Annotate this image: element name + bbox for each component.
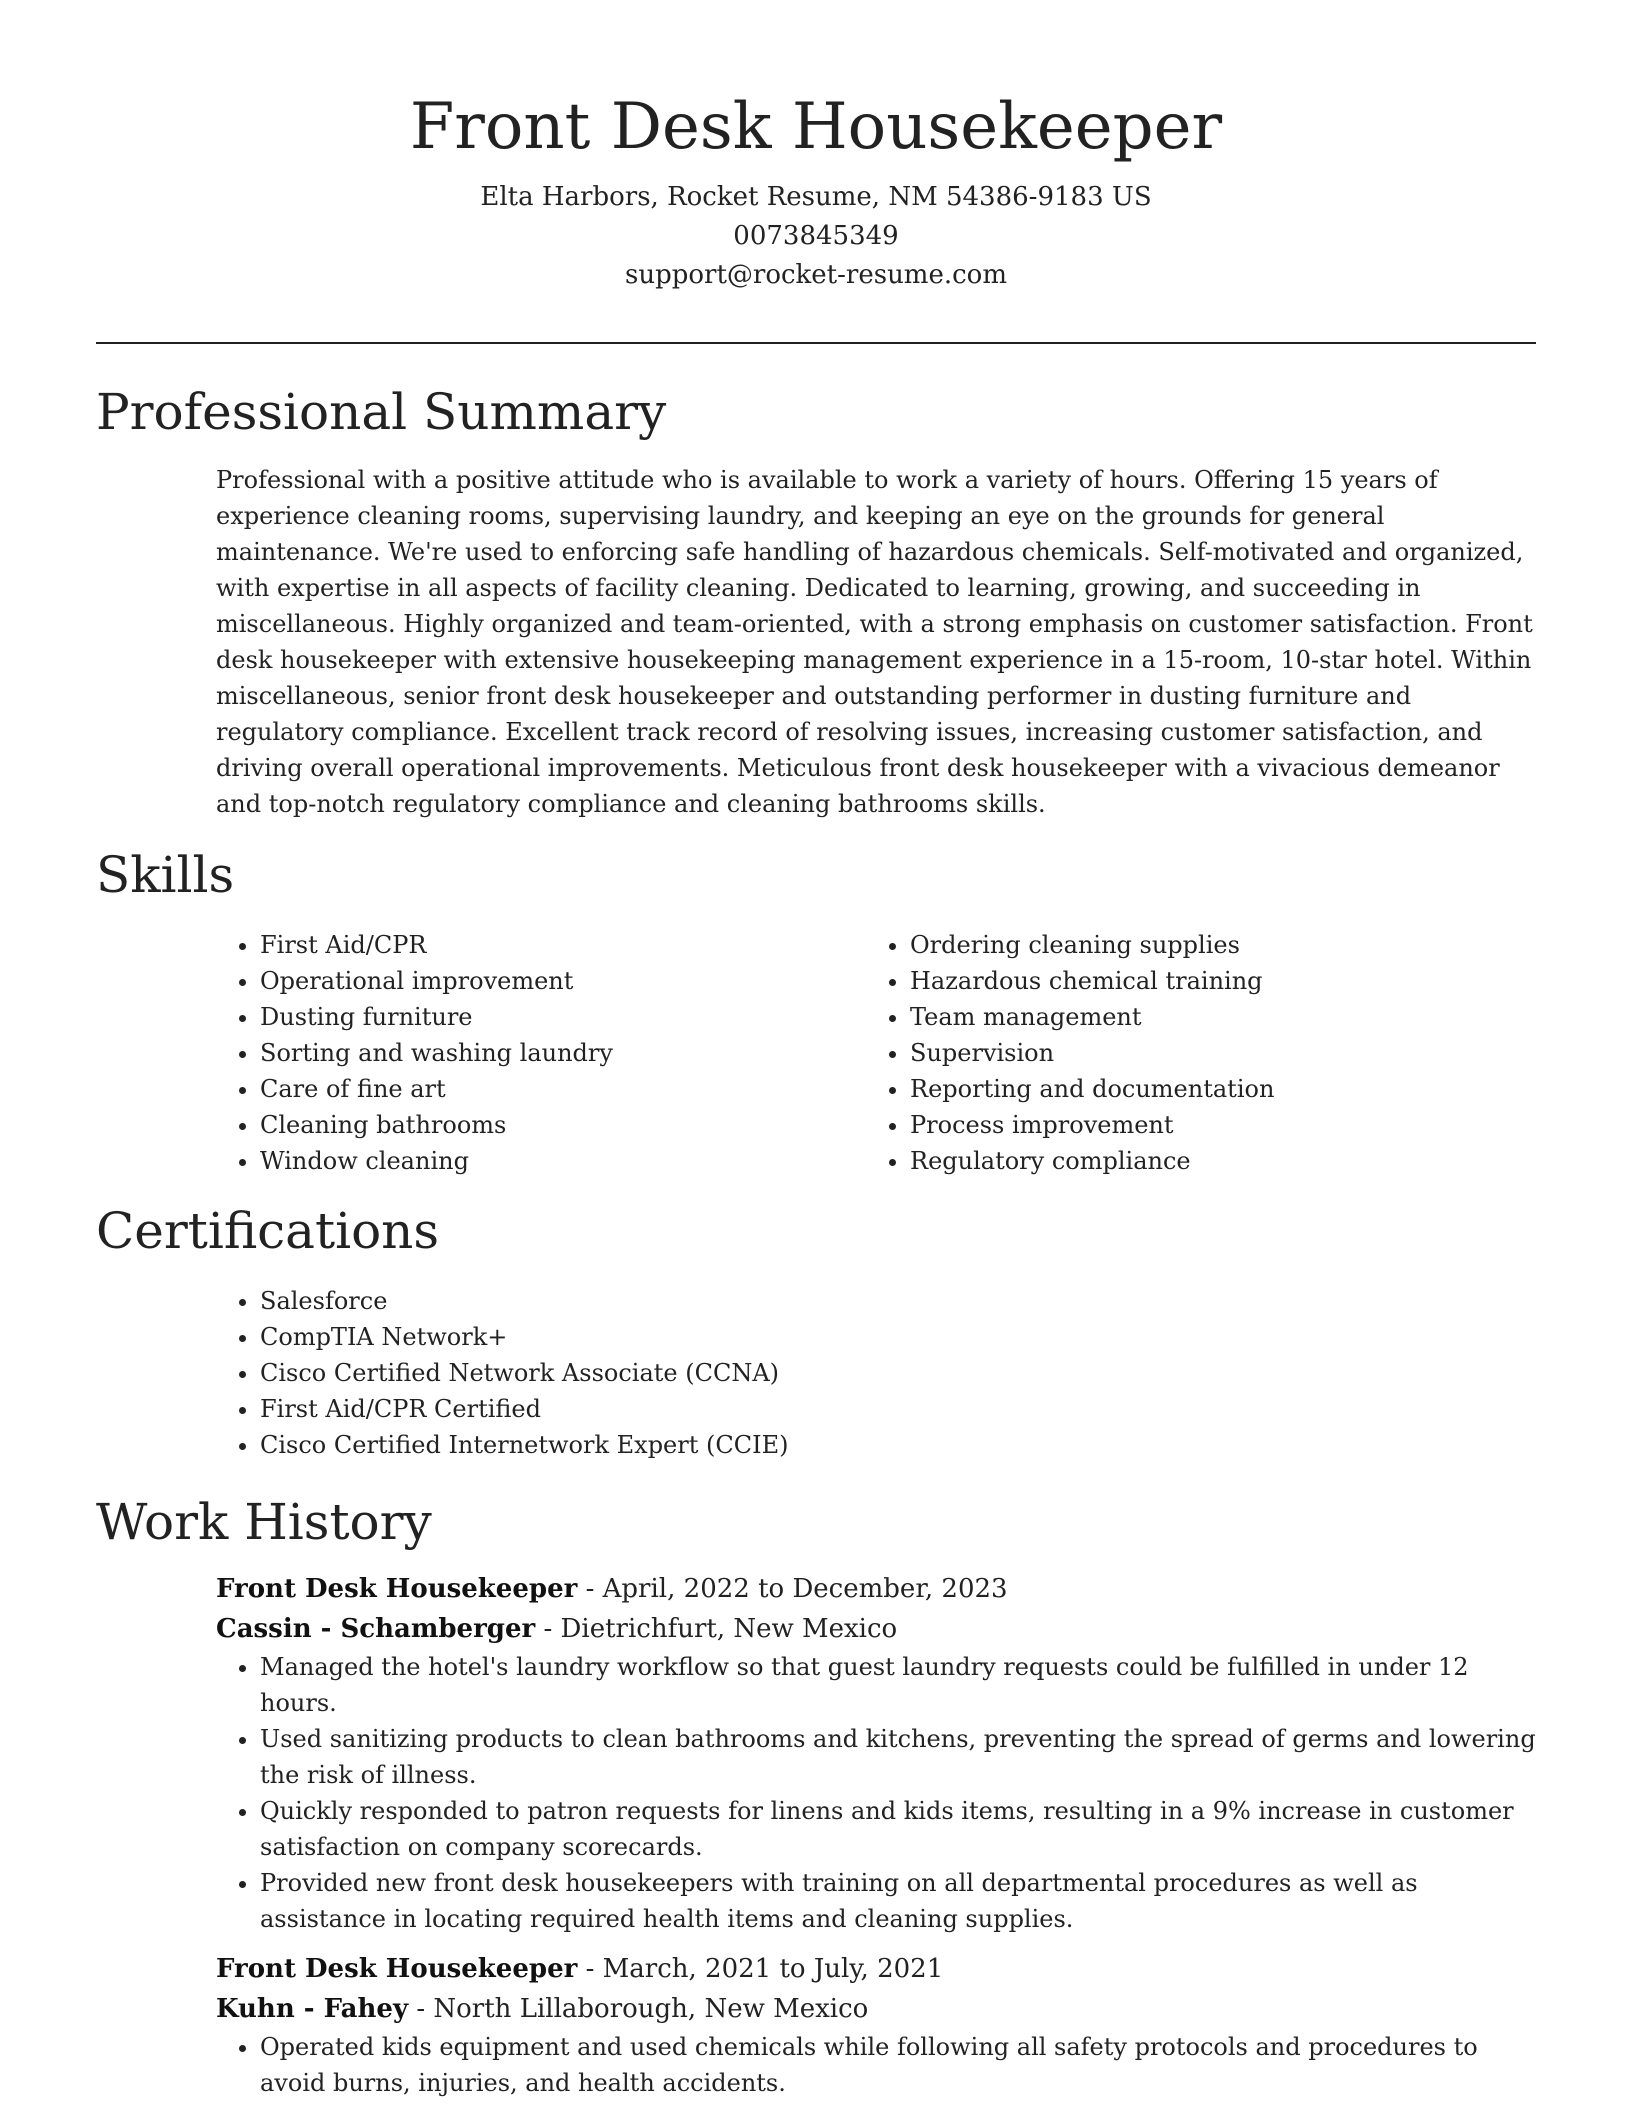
job-duty: • Quickly responded to patron requests for linens and kids items, resulting in a 9% increase in customer satisfaction on company scorecards.: [260, 1793, 1536, 1865]
work-history-heading: Work History: [96, 1493, 432, 1551]
skill-item: • Sorting and washing laundry: [260, 1035, 856, 1071]
job-company: Cassin - Schamberger: [216, 1614, 536, 1644]
job-role-line: Front Desk Housekeeper - April, 2022 to December, 2023: [216, 1574, 1008, 1604]
job-duty: • Provided new front desk housekeepers with training on all departmental procedures as well as assistance in locating required health items and cleaning supplies.: [260, 1865, 1536, 1937]
job-dates: April, 2022 to December, 2023: [602, 1574, 1008, 1604]
email-line: support@rocket-resume.com: [624, 260, 1007, 290]
skill-item: • Reporting and documentation: [910, 1071, 1506, 1107]
skill-item: • Ordering cleaning supplies: [910, 927, 1506, 963]
job-entry: [216, 1569, 1536, 1937]
job-duty: • Operated kids equipment and used chemicals while following all safety protocols and procedures to avoid burns, injuries, and health accidents.: [260, 2029, 1536, 2101]
job-duty: • Used sanitizing products to clean bathrooms and kitchens, preventing the spread of germs and lowering the risk of illness.: [260, 1721, 1536, 1793]
job-duty: • Managed the hotel's laundry workflow so that guest laundry requests could be fulfilled in under 12 hours.: [260, 1649, 1536, 1721]
certification-item: • Cisco Certified Internetwork Expert (CCIE): [260, 1427, 1536, 1463]
skill-item: • First Aid/CPR: [260, 927, 856, 963]
header-divider: [96, 342, 1536, 344]
certifications-list: [216, 1283, 1536, 1463]
resume-header: [96, 86, 1536, 295]
skill-item: • Cleaning bathrooms: [260, 1107, 856, 1143]
certification-item: • Cisco Certified Network Associate (CCNA): [260, 1355, 1536, 1391]
skills-column-right: [866, 927, 1506, 1179]
certifications-heading: Certifications: [96, 1202, 440, 1260]
job-role: Front Desk Housekeeper: [216, 1574, 578, 1604]
job-company-line: Kuhn - Fahey - North Lillaborough, New Mexico: [216, 1994, 869, 2024]
contact-block: [96, 178, 1536, 295]
candidate-title: Front Desk Housekeeper: [409, 90, 1223, 164]
summary-text: Professional with a positive attitude who is available to work a variety of hours. Offering 15 years of experience cleaning rooms, supervising laundry, and keeping an eye on the grounds for general maintenance. We're used to enforcing safe handling of hazardous chemicals. Self-motivated and organized, with expertise in all aspects of facility cleaning. Dedicated to learning, growing, and succeeding in miscellaneous. Highly organized and team-oriented, with a strong emphasis on customer satisfaction. Front desk housekeeper with extensive housekeeping management experience in a 15-room, 10-star hotel. Within miscellaneous, senior front desk housekeeper and outstanding performer in dusting furniture and regulatory compliance. Excellent track record of resolving issues, increasing customer satisfaction, and driving overall operational improvements. Meticulous front desk housekeeper with a vivacious demeanor and top-notch regulatory compliance and cleaning bathrooms skills.: [216, 466, 1533, 818]
address-line: Elta Harbors, Rocket Resume, NM 54386-9183 US: [480, 182, 1152, 212]
skills-column-left: [216, 927, 856, 1179]
summary-heading: Professional Summary: [96, 383, 667, 441]
job-company: Kuhn - Fahey: [216, 1994, 409, 2024]
skill-item: • Regulatory compliance: [910, 1143, 1506, 1179]
job-role: Front Desk Housekeeper: [216, 1954, 578, 1984]
skill-item: • Dusting furniture: [260, 999, 856, 1035]
certification-item: • Salesforce: [260, 1283, 1536, 1319]
certification-item: • First Aid/CPR Certified: [260, 1391, 1536, 1427]
job-duties: [216, 2029, 1536, 2101]
skill-item: • Supervision: [910, 1035, 1506, 1071]
skill-item: • Team management: [910, 999, 1506, 1035]
skill-item: • Care of fine art: [260, 1071, 856, 1107]
skill-item: • Window cleaning: [260, 1143, 856, 1179]
job-location: Dietrichfurt, New Mexico: [560, 1614, 898, 1644]
skill-item: • Operational improvement: [260, 963, 856, 999]
job-role-line: Front Desk Housekeeper - March, 2021 to July, 2021: [216, 1954, 944, 1984]
skill-item: • Process improvement: [910, 1107, 1506, 1143]
skill-item: • Hazardous chemical training: [910, 963, 1506, 999]
certification-item: • CompTIA Network+: [260, 1319, 1536, 1355]
job-duties: [216, 1649, 1536, 1937]
job-company-line: Cassin - Schamberger - Dietrichfurt, New Mexico: [216, 1614, 898, 1644]
phone-line: 0073845349: [733, 221, 899, 251]
job-dates: March, 2021 to July, 2021: [602, 1954, 944, 1984]
job-entry: [216, 1949, 1536, 2101]
job-location: North Lillaborough, New Mexico: [433, 1994, 869, 2024]
skills-heading: Skills: [96, 846, 235, 904]
